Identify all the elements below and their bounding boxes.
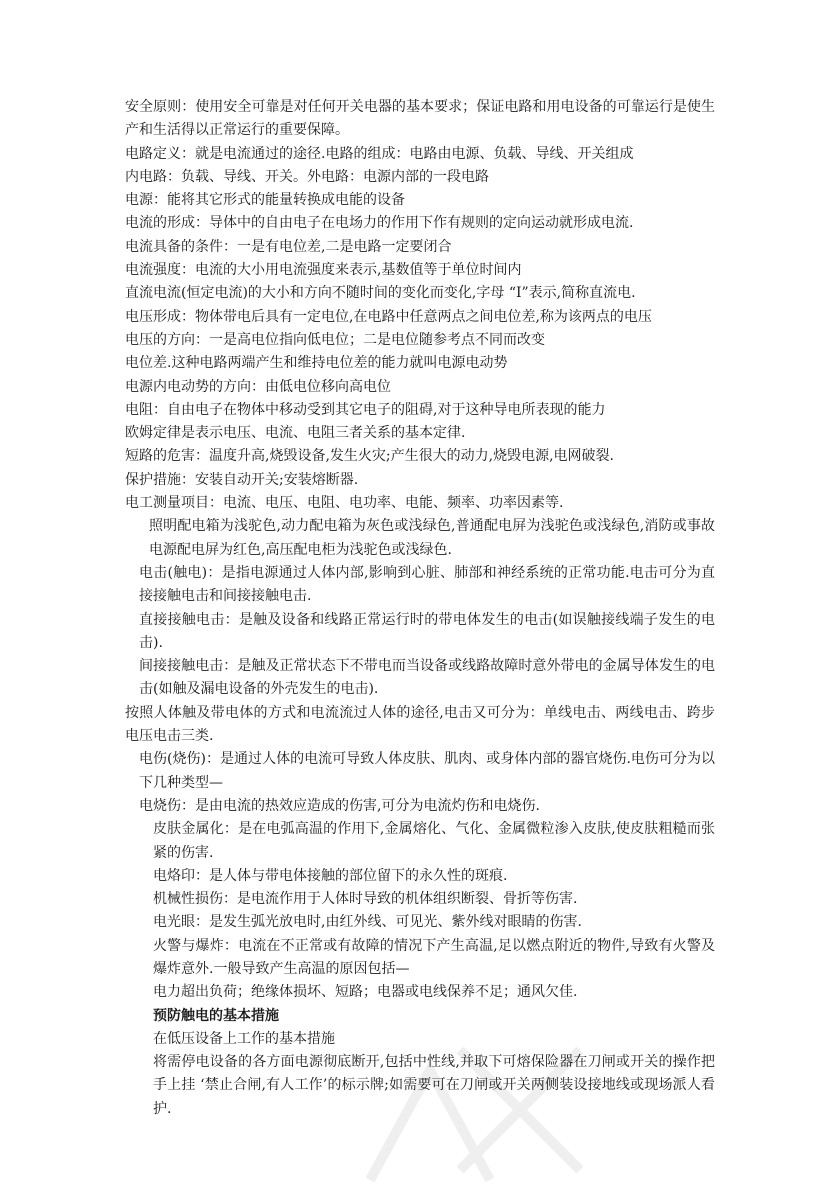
- paragraph-burn-type: 电烧伤：是由电流的热效应造成的伤害,可分为电流灼伤和电烧伤.: [139, 797, 540, 814]
- paragraph-short-circuit: 短路的危害：温度升高,烧毁设备,发生火灾;产生很大的动力,烧毁电源,电网破裂.: [125, 448, 614, 465]
- paragraph-current-conditions: 电流具备的条件：一是有电位差,二是电路一定要闭合: [125, 238, 452, 255]
- paragraph-shock-types: 按照人体触及带电体的方式和电流流过人体的途径,电击又可分为：单线电击、两线电击、跨步电压电击三类.: [125, 704, 715, 745]
- paragraph-direct-contact: 直接接触电击：是触及设备和线路正常运行时的带电体发生的电击(如误触接线端子发生的电击).: [139, 611, 715, 651]
- paragraph-electric-mark: 电烙印：是人体与带电体接触的部位留下的永久性的斑痕.: [153, 867, 508, 884]
- paragraph-cabinet-colors: 照明配电箱为浅驼色,动力配电箱为灰色或浅绿色,普通配电屏为浅驼色或浅绿色,消防或事故电源配电屏为红色,高压配电柜为浅驼色或浅绿色.: [149, 518, 715, 558]
- paragraph-protection: 保护措施：安装自动开关;安装熔断器.: [125, 471, 359, 488]
- document-body: [125, 96, 715, 1121]
- paragraph-electro-ophthalmia: 电光眼：是发生弧光放电时,由红外线、可见光、紫外线对眼睛的伤害.: [153, 914, 582, 931]
- subheading-low-voltage: 在低压设备上工作的基本措施: [153, 1030, 335, 1047]
- paragraph-measurement: 电工测量项目：电流、电压、电阻、电功率、电能、频率、功率因素等.: [125, 495, 564, 512]
- paragraph-potential-difference: 电位差.这种电路两端产生和维持电位差的能力就叫电源电动势: [125, 355, 508, 372]
- paragraph-skin-metallization: 皮肤金属化：是在电弧高温的作用下,金属熔化、气化、金属微粒渗入皮肤,使皮肤粗糙而张紧的伤害.: [153, 821, 715, 861]
- paragraph-ohms-law: 欧姆定律是表示电压、电流、电阻三者关系的基本定律.: [125, 425, 466, 442]
- paragraph-voltage-formation: 电压形成：物体带电后具有一定电位,在电路中任意两点之间电位差,称为该两点的电压: [125, 308, 652, 325]
- section-heading-prevention: 预防触电的基本措施: [153, 1007, 279, 1024]
- paragraph-voltage-direction: 电压的方向：一是高电位指向低电位；二是电位随参考点不同而改变: [125, 331, 545, 348]
- paragraph-power-off-procedure: 将需停电设备的各方面电源彻底断开,包括中性线,并取下可熔保险器在刀闸或开关的操作把手上挂 ‘禁止合闸,有人工作’的标示牌;如需要可在刀闸或开关两侧装设接地线或现场派人看护.: [153, 1054, 715, 1117]
- paragraph-emf-direction: 电源内电动势的方向：由低电位移向高电位: [125, 378, 391, 395]
- paragraph-circuit-definition: 电路定义：就是电流通过的途径.电路的组成：电路由电源、负载、导线、开关组成: [125, 145, 634, 162]
- paragraph-electric-burn: 电伤(烧伤)：是通过人体的电流可导致人体皮肤、肌肉、或身体内部的器官烧伤.电伤可分为以下几种类型—: [139, 751, 715, 791]
- paragraph-electric-shock: 电击(触电)：是指电源通过人体内部,影响到心脏、肺部和神经系统的正常功能.电击可分为直接接触电击和间接接触电击.: [139, 564, 715, 605]
- paragraph-safety-principle: 安全原则：使用安全可靠是对任何开关电器的基本要求；保证电路和用电设备的可靠运行是使生产和生活得以正常运行的重要保障。: [125, 99, 715, 139]
- paragraph-current-intensity: 电流强度：电流的大小用电流强度来表示,基数值等于单位时间内: [125, 262, 522, 279]
- paragraph-resistance: 电阻：自由电子在物体中移动受到其它电子的阻碍,对于这种导电所表现的能力: [125, 401, 606, 418]
- paragraph-power-source: 电源：能将其它形式的能量转换成电能的设备: [125, 192, 405, 209]
- paragraph-current-formation: 电流的形成：导体中的自由电子在电场力的作用下作有规则的定向运动就形成电流.: [125, 215, 634, 232]
- paragraph-high-temp-causes: 电力超出负荷；绝缘体损坏、短路；电器或电线保养不足；通风欠佳.: [153, 984, 578, 1001]
- paragraph-inner-circuit: 内电路：负载、导线、开关。外电路：电源内部的一段电路: [125, 168, 489, 185]
- paragraph-direct-current: 直流电流(恒定电流)的大小和方向不随时间的变化而变化,字母 “I”表示,简称直流电.: [125, 285, 636, 302]
- paragraph-fire-explosion: 火警与爆炸：电流在不正常或有故障的情况下产生高温,足以燃点附近的物件,导致有火警及爆炸意外.一般导致产生高温的原因包括—: [153, 937, 715, 977]
- paragraph-mechanical-injury: 机械性损伤：是电流作用于人体时导致的机体组织断裂、骨折等伤害.: [153, 891, 578, 908]
- paragraph-indirect-contact: 间接接触电击：是触及正常状态下不带电而当设备或线路故障时意外带电的金属导体发生的电击(如触及漏电设备的外壳发生的电击).: [139, 658, 715, 698]
